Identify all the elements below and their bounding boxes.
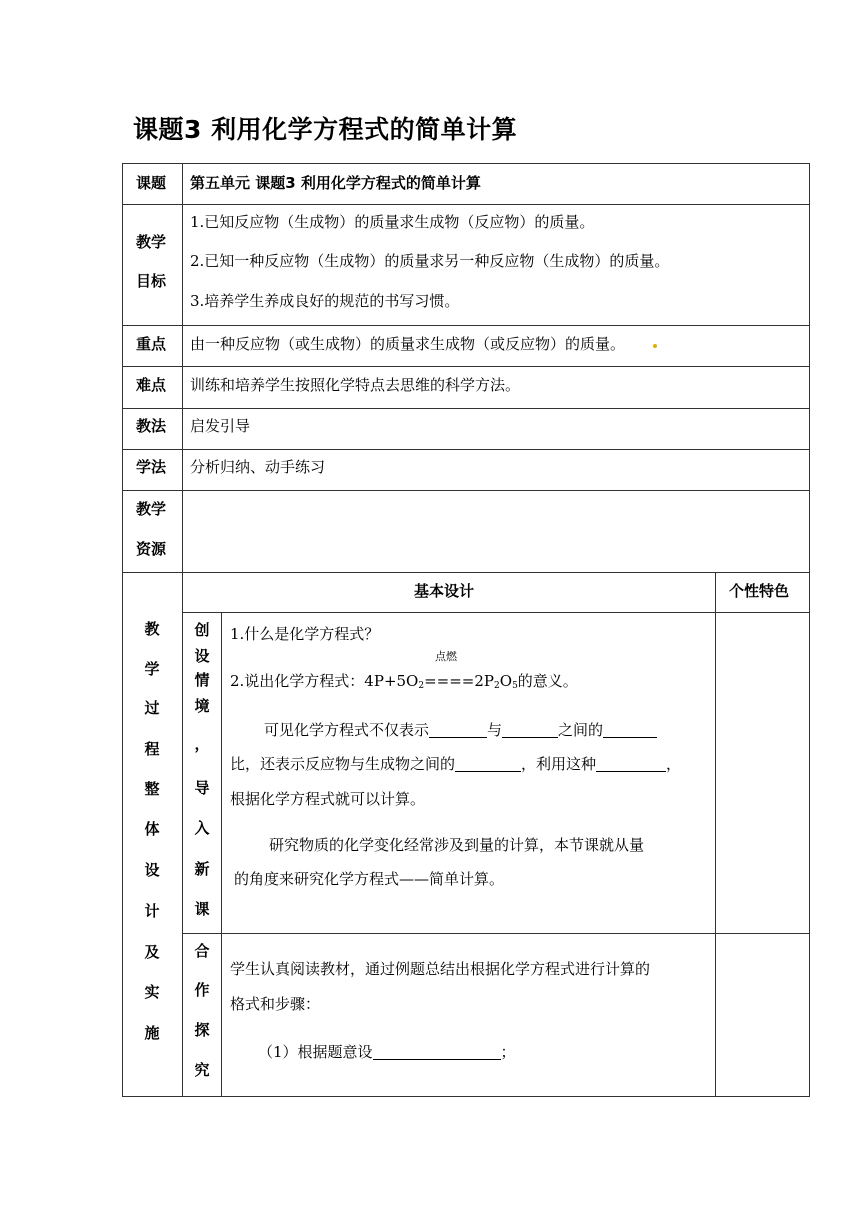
highlight-dot xyxy=(653,344,657,348)
question-1: 1.什么是化学方程式？ xyxy=(230,625,380,643)
row-divider xyxy=(122,449,810,450)
learning-method-value: 分析归纳、动手练习 xyxy=(190,458,326,476)
difficulty-label: 难点 xyxy=(136,376,167,394)
goal-item: 1.已知反应物（生成物）的质量求生成物（反应物）的质量。 xyxy=(190,213,595,231)
design-header: 基本设计 xyxy=(414,582,475,600)
row-divider xyxy=(122,366,810,367)
row-divider xyxy=(122,572,810,573)
goals-label-line2: 目标 xyxy=(136,272,167,290)
goal-item: 2.已知一种反应物（生成物）的质量求另一种反应物（生成物）的质量。 xyxy=(190,252,670,270)
resources-label-line2: 资源 xyxy=(136,540,167,558)
row-divider xyxy=(122,325,810,326)
teaching-method-label: 教法 xyxy=(136,417,167,435)
fill-blank[interactable] xyxy=(603,722,657,738)
teaching-method-value: 启发引导 xyxy=(190,417,251,435)
key-point-value: 由一种反应物（或生成物）的质量求生成物（或反应物）的质量。 xyxy=(190,335,626,353)
column-divider xyxy=(221,612,222,1097)
resources-label-line1: 教学 xyxy=(136,500,167,518)
reaction-condition: 点燃 xyxy=(435,650,457,663)
goal-item: 3.培养学生养成良好的规范的书写习惯。 xyxy=(190,292,460,310)
table-border-right xyxy=(809,163,810,1097)
step-1: （1）根据题意设 ； xyxy=(258,1043,516,1061)
page-title: 课题3 利用化学方程式的简单计算 xyxy=(133,115,518,144)
fill-blank[interactable] xyxy=(596,756,666,772)
column-divider xyxy=(182,163,183,1097)
learning-method-label: 学法 xyxy=(136,458,167,476)
topic-label: 课题 xyxy=(136,174,167,192)
table-border-top xyxy=(122,163,810,164)
paragraph-line: 可见化学方程式不仅表示 与 之间的 xyxy=(264,719,657,740)
paragraph-line: 的角度来研究化学方程式——简单计算。 xyxy=(234,870,505,888)
paragraph-line: 根据化学方程式就可以计算。 xyxy=(230,790,426,808)
fill-blank[interactable] xyxy=(502,722,558,738)
topic-value: 第五单元 课题3 利用化学方程式的简单计算 xyxy=(190,174,481,192)
table-border-left xyxy=(122,163,123,1097)
paragraph-line: 格式和步骤： xyxy=(230,995,321,1013)
fill-blank[interactable] xyxy=(455,756,521,772)
paragraph-line: 比，还表示反应物与生成物之间的 ，利用这种 ， xyxy=(230,755,682,773)
row-divider xyxy=(122,490,810,491)
key-point-label: 重点 xyxy=(136,335,167,353)
paragraph-line: 研究物质的化学变化经常涉及到量的计算，本节课就从量 xyxy=(269,836,645,854)
difficulty-value: 训练和培养学生按照化学特点去思维的科学方法。 xyxy=(190,376,521,394)
feature-header: 个性特色 xyxy=(729,582,790,600)
goals-label-line1: 教学 xyxy=(136,233,167,251)
fill-blank[interactable] xyxy=(429,722,487,738)
question-2: 2.说出化学方程式：$4P+5O_2====2P_2O_5$的意义。 xyxy=(230,672,578,691)
table-border-bottom xyxy=(122,1096,810,1097)
fill-blank[interactable] xyxy=(373,1044,501,1060)
row-divider xyxy=(122,204,810,205)
row-divider xyxy=(122,408,810,409)
paragraph-line: 学生认真阅读教材，通过例题总结出根据化学方程式进行计算的 xyxy=(230,960,651,978)
column-divider xyxy=(715,572,716,1097)
